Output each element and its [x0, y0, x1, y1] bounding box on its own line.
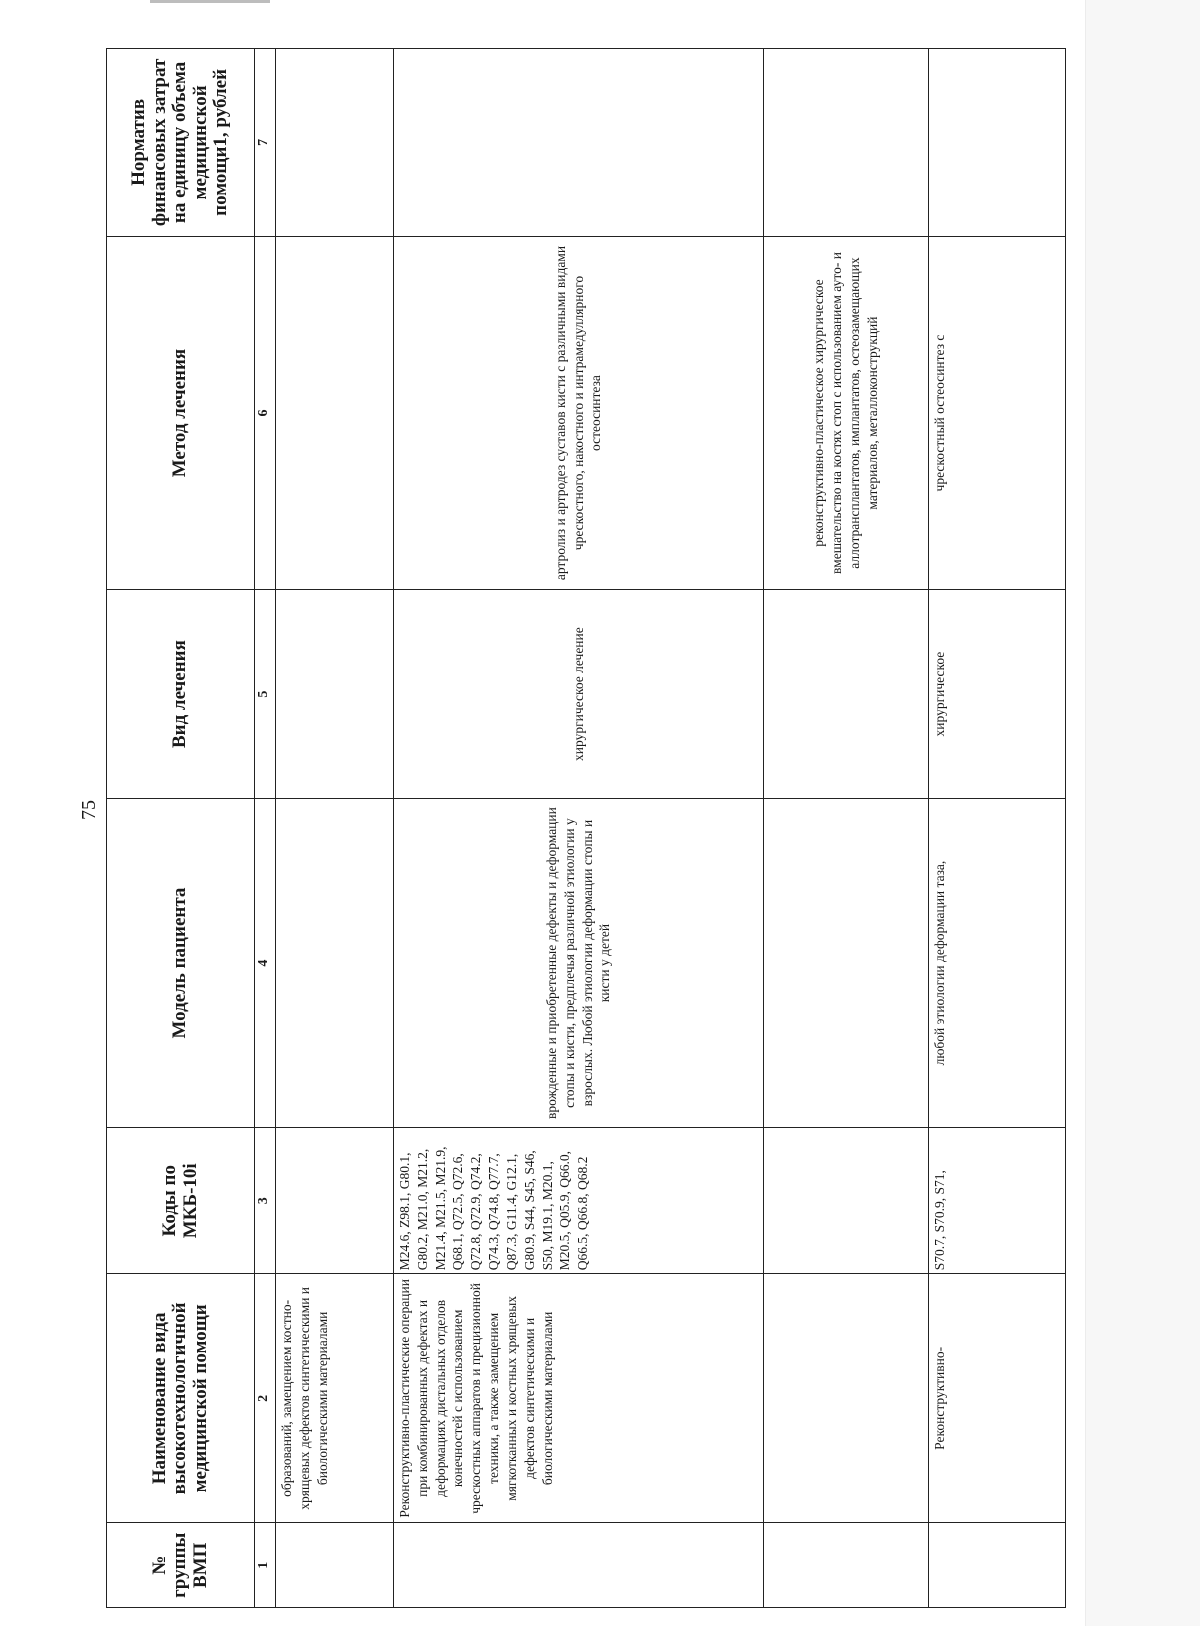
- cell-method: реконструктивно-пластическое хирургическое вмешательство на костях стоп с использованием ауто- и аллотрансплантатов, имплантатов, остеозамещающих материалов, металлоконструкций: [764, 236, 929, 590]
- column-number-row: [255, 49, 276, 1608]
- cell-model: врожденные и приобретенные дефекты и деформации стопы и кисти, предплечья различной этиологии у взрослых. Любой этиологии деформации стопы и кисти у детей: [394, 798, 764, 1127]
- cell-type: [764, 590, 929, 799]
- cell-model: [764, 798, 929, 1127]
- cell-type: [276, 590, 394, 799]
- header-codes: Коды по МКБ-10i: [107, 1128, 255, 1274]
- cell-group: [764, 1523, 929, 1608]
- header-name: Наименование вида высокотехнологичной медицинской помощи: [107, 1274, 255, 1523]
- cell-codes: M24.6, Z98.1, G80.1, G80.2, M21.0, M21.2, M21.4, M21.5, M21.9, Q68.1, Q72.5, Q72.6, Q72.8, Q72.9, Q74.2, Q74.3, Q74.8, Q77.7, Q87.3, G11.4, G12.1, G80.9, S44, S45, S46, S50, M19.1, M20.1, M20.5, Q05.9, Q66.0, Q66.5, Q66.8, Q68.2: [394, 1128, 764, 1274]
- column-number: 4: [255, 798, 276, 1127]
- cell-model: любой этиологии деформации таза,: [929, 798, 1066, 1127]
- column-number: 7: [255, 49, 276, 237]
- cell-group: [929, 1523, 1066, 1608]
- header-norm: Норматив финансовых затрат на единицу объема медицинской помощи1, рублей: [107, 49, 255, 237]
- cell-codes: [764, 1128, 929, 1274]
- cell-type: хирургическое: [929, 590, 1066, 799]
- cell-norm: [276, 49, 394, 237]
- cell-model: [276, 798, 394, 1127]
- cell-group: [394, 1523, 764, 1608]
- column-number: 5: [255, 590, 276, 799]
- rotated-page: [106, 48, 1066, 1608]
- header-group: № группы ВМП: [107, 1523, 255, 1608]
- cell-method: артролиз и артродез суставов кисти с различными видами чрескостного, накостного и интрамедуллярного остеосинтеза: [394, 236, 764, 590]
- cell-name: Реконструктивно-пластические операции при комбинированных дефектах и деформациях дистальных отделов конечностей с использованием чрескостных аппаратов и прецизионной техники, а также замещением мягкотканных и костных хрящевых дефектов синтетическими и биологическими материалами: [394, 1274, 764, 1523]
- scan-margin: [1085, 0, 1200, 1626]
- column-number: 6: [255, 236, 276, 590]
- cell-method: чрескостный остеосинтез с: [929, 236, 1066, 590]
- table-row: [764, 49, 929, 1608]
- cell-name: образований, замещением костно-хрящевых дефектов синтетическими и биологическими материалами: [276, 1274, 394, 1523]
- table-row: [929, 49, 1066, 1608]
- vmp-table: [106, 48, 1066, 1608]
- cell-norm: [929, 49, 1066, 237]
- header-type: Вид лечения: [107, 590, 255, 799]
- column-number: 3: [255, 1128, 276, 1274]
- table-row: [276, 49, 394, 1608]
- cell-type: хирургическое лечение: [394, 590, 764, 799]
- page-number: 75: [78, 800, 100, 820]
- column-number: 1: [255, 1523, 276, 1608]
- header-method: Метод лечения: [107, 236, 255, 590]
- cell-codes: S70.7, S70.9, S71,: [929, 1128, 1066, 1274]
- cell-norm: [394, 49, 764, 237]
- cell-name: Реконструктивно-: [929, 1274, 1066, 1523]
- cell-method: [276, 236, 394, 590]
- header-model: Модель пациента: [107, 798, 255, 1127]
- cell-group: [276, 1523, 394, 1608]
- cell-norm: [764, 49, 929, 237]
- header-row: [107, 49, 255, 1608]
- cell-name: [764, 1274, 929, 1523]
- column-number: 2: [255, 1274, 276, 1523]
- scan-artifact: [150, 0, 270, 3]
- table-row: [394, 49, 764, 1608]
- cell-codes: [276, 1128, 394, 1274]
